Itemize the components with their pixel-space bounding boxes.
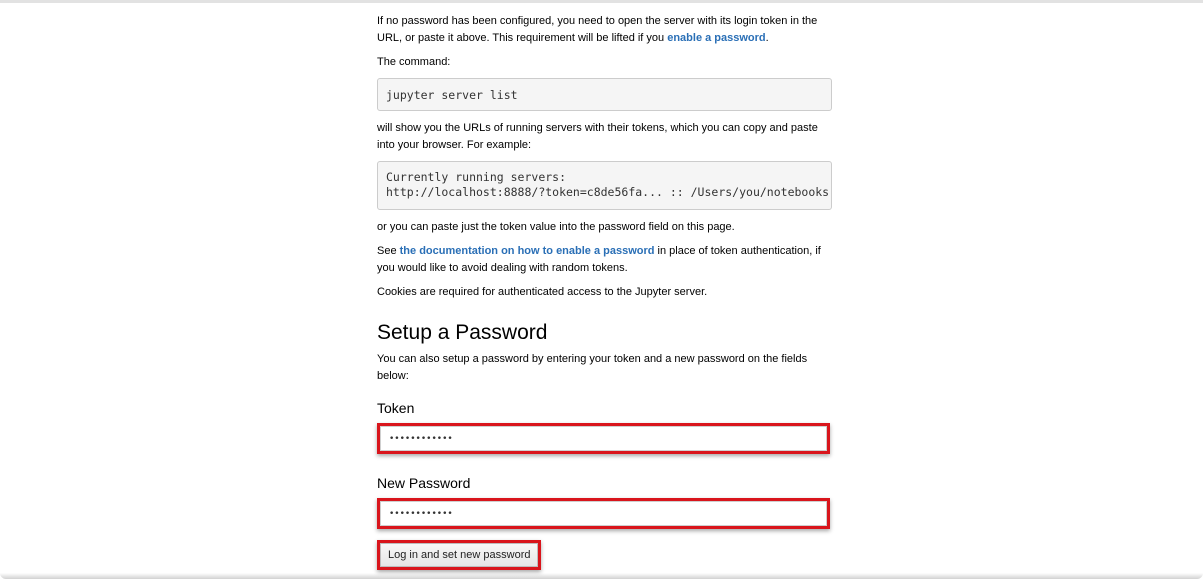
example-code-block: Currently running servers: http://localhost:8888/?token=c8de56fa... :: /Users/you/notebooks bbox=[377, 161, 832, 210]
setup-password-heading: Setup a Password bbox=[377, 321, 548, 344]
command-label: The command: bbox=[377, 56, 451, 68]
main-content bbox=[377, 13, 832, 570]
cookies-paragraph: Cookies are required for authenticated access to the Jupyter server. bbox=[377, 286, 708, 298]
token-field-highlight bbox=[377, 423, 830, 454]
login-set-password-button[interactable]: Log in and set new password bbox=[380, 543, 538, 567]
enable-password-link[interactable]: enable a password bbox=[667, 32, 766, 44]
submit-button-highlight bbox=[377, 540, 541, 570]
token-input[interactable] bbox=[380, 426, 827, 451]
window-bottom-edge bbox=[0, 573, 1203, 579]
new-password-label: New Password bbox=[377, 475, 471, 491]
intro-text: If no password has been configured, you need to open the server with its login token in the URL, or paste it above. This requirement will be lifted if you bbox=[377, 15, 818, 44]
new-password-field-highlight bbox=[377, 498, 830, 529]
token-label: Token bbox=[377, 400, 415, 416]
top-border bbox=[0, 0, 1203, 3]
paste-token-paragraph: or you can paste just the token value into the password field on this page. bbox=[377, 221, 735, 233]
documentation-link[interactable]: the documentation on how to enable a password bbox=[399, 245, 655, 257]
intro-paragraph bbox=[377, 13, 832, 47]
show-urls-paragraph: will show you the URLs of running servers with their tokens, which you can copy and paste into your browser. For example: bbox=[377, 122, 818, 151]
setup-description: You can also setup a password by entering your token and a new password on the fields below: bbox=[377, 353, 808, 382]
see-documentation-paragraph bbox=[377, 243, 832, 277]
command-code-block: jupyter server list bbox=[377, 78, 832, 111]
intro-text-end: . bbox=[765, 32, 769, 44]
see-suffix: in place of token authentication, if you would like to avoid dealing with random tokens. bbox=[377, 245, 821, 274]
see-prefix: See bbox=[377, 245, 400, 257]
new-password-input[interactable] bbox=[380, 501, 827, 526]
